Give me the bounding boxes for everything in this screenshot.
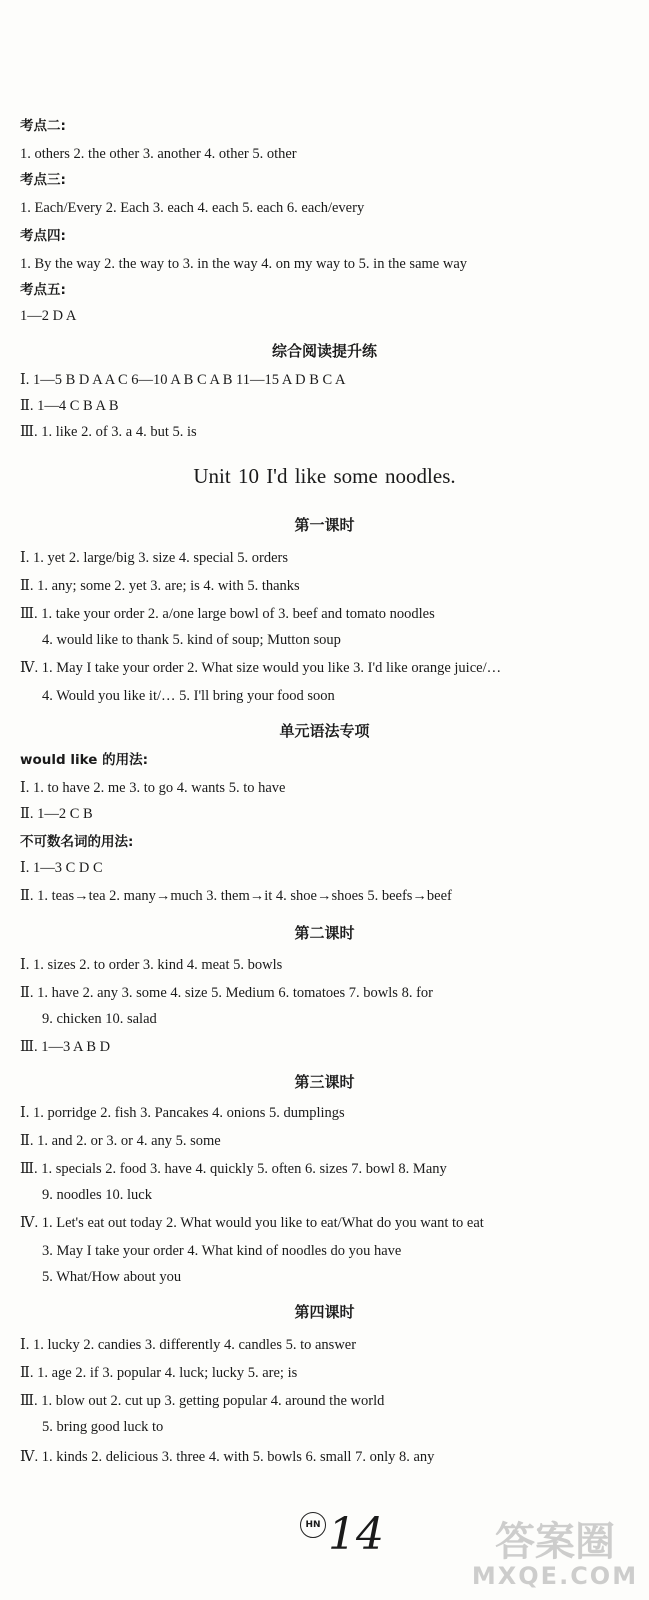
answer-line: Ⅲ. 1. blow out 2. cut up 3. getting popular 4. around the world — [20, 1393, 385, 1409]
answer-line: Ⅰ. 1. to have 2. me 3. to go 4. wants 5. to have — [20, 780, 286, 796]
answer-line-continued: 9. chicken 10. salad — [42, 1011, 157, 1027]
answer-line: 1. By the way 2. the way to 3. in the way 4. on my way to 5. in the same way — [20, 256, 468, 272]
section-heading: 第一课时 — [294, 516, 355, 534]
watermark-logo — [470, 1510, 640, 1595]
section-label: 考点五: — [20, 282, 66, 298]
section-label: 考点四: — [20, 228, 66, 244]
answer-line: Ⅱ. 1. and 2. or 3. or 4. any 5. some — [20, 1133, 221, 1149]
answer-line: Ⅱ. 1—2 C B — [20, 806, 93, 822]
answer-line: Ⅲ. 1—3 A B D — [20, 1039, 111, 1055]
answer-line: Ⅱ. 1—4 C B A B — [20, 398, 119, 414]
answer-line: Ⅰ. 1. porridge 2. fish 3. Pancakes 4. onions 5. dumplings — [20, 1105, 345, 1121]
section-heading: 第三课时 — [294, 1073, 355, 1091]
answer-line-continued: 4. Would you like it/… 5. I'll bring your food soon — [42, 688, 335, 704]
answer-line: Ⅱ. 1. any; some 2. yet 3. are; is 4. with 5. thanks — [20, 578, 300, 594]
watermark-url: MXQE.COM — [471, 1562, 639, 1590]
section-heading: 第四课时 — [294, 1303, 355, 1321]
answer-line-continued: 4. would like to thank 5. kind of soup; Mutton soup — [42, 632, 341, 648]
answer-line: Ⅱ. 1. have 2. any 3. some 4. size 5. Medium 6. tomatoes 7. bowls 8. for — [20, 985, 433, 1001]
answer-line: Ⅲ. 1. specials 2. food 3. have 4. quickly 5. often 6. sizes 7. bowl 8. Many — [20, 1161, 447, 1177]
watermark-text: 答案圈 — [495, 1519, 615, 1565]
answer-line: Ⅲ. 1. take your order 2. a/one large bowl of 3. beef and tomato noodles — [20, 606, 435, 622]
answer-line: Ⅳ. 1. kinds 2. delicious 3. three 4. with 5. bowls 6. small 7. only 8. any — [20, 1449, 435, 1465]
section-heading: 单元语法专项 — [279, 722, 370, 740]
answer-line: Ⅰ. 1. lucky 2. candies 3. differently 4. candles 5. to answer — [20, 1337, 357, 1353]
hn-badge: HN — [300, 1512, 326, 1538]
answer-line: 1. Each/Every 2. Each 3. each 4. each 5. each 6. each/every — [20, 200, 365, 216]
answer-line: Ⅰ. 1. sizes 2. to order 3. kind 4. meat 5. bowls — [20, 957, 283, 973]
answer-line: Ⅰ. 1—5 B D A A C 6—10 A B C A B 11—15 A D B C A — [20, 372, 346, 388]
answer-line-continued: 3. May I take your order 4. What kind of noodles do you have — [42, 1243, 402, 1259]
answer-line: 1. others 2. the other 3. another 4. other 5. other — [20, 146, 297, 162]
answer-line: Ⅳ. 1. May I take your order 2. What size would you like 3. I'd like orange juice/… — [20, 660, 502, 676]
section-label: 不可数名词的用法: — [20, 834, 134, 850]
answer-line-continued: 5. bring good luck to — [42, 1419, 164, 1435]
answer-line: Ⅲ. 1. like 2. of 3. a 4. but 5. is — [20, 424, 197, 440]
answer-line: 1—2 D A — [20, 308, 77, 324]
answer-line: Ⅳ. 1. Let's eat out today 2. What would you like to eat/What do you want to eat — [20, 1215, 484, 1231]
unit-title: Unit 10 I'd like some noodles. — [193, 464, 456, 488]
answer-line: Ⅱ. 1. age 2. if 3. popular 4. luck; lucky 5. are; is — [20, 1365, 298, 1381]
answer-line-continued: 5. What/How about you — [42, 1269, 182, 1285]
section-heading: 综合阅读提升练 — [271, 342, 377, 360]
answer-line-continued: 9. noodles 10. luck — [42, 1187, 152, 1203]
page-number — [300, 1510, 400, 1570]
answer-line: Ⅰ. 1—3 C D C — [20, 860, 103, 876]
section-heading: 第二课时 — [294, 924, 355, 942]
answer-line: Ⅱ. 1. teas→tea 2. many→much 3. them→it 4. shoe→shoes 5. beefs→beef — [20, 888, 452, 904]
answer-line: Ⅰ. 1. yet 2. large/big 3. size 4. special 5. orders — [20, 550, 289, 566]
page-number-value: 14 — [328, 1509, 384, 1560]
section-label: 考点三: — [20, 172, 66, 188]
section-label: 考点二: — [20, 118, 66, 134]
section-label: would like 的用法: — [20, 752, 148, 768]
